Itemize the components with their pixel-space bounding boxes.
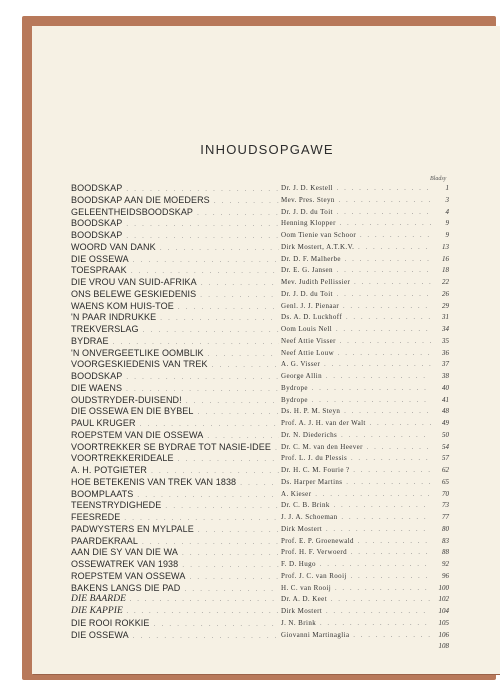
entry-author: H. C. van Rooij . . . xyxy=(281,583,431,595)
entry-title: DIE BAARDE . . . xyxy=(71,594,279,606)
entry-author: Prof. A. J. H. van der Walt . . . xyxy=(281,418,431,430)
entry-author: Ds. H. P. M. Steyn . . . xyxy=(281,406,431,418)
entry-author: Oom Tienie van Schoor . . . xyxy=(281,230,431,242)
contents-row xyxy=(71,418,449,430)
page-column-label: Bladsy xyxy=(430,176,447,182)
entry-title: DIE ROOI ROKKIE . . . xyxy=(71,618,279,630)
entry-page-number: 80 xyxy=(442,524,449,533)
entry-title: BOOMPLAATS . . . xyxy=(71,489,279,501)
entry-author: Prof. L. J. du Plessis . . . xyxy=(281,453,431,465)
entry-title: ROEPSTEM VAN DIE OSSEWA . . . xyxy=(71,430,279,442)
entry-page-number: 100 xyxy=(438,583,449,592)
entry-author: J. J. A. Schoeman . . . xyxy=(281,512,431,524)
contents-row xyxy=(71,453,449,465)
contents-row xyxy=(71,359,449,371)
entry-page-number: 83 xyxy=(442,536,449,545)
entry-title: BAKENS LANGS DIE PAD . . . xyxy=(71,583,279,595)
entry-title: WAENS KOM HUIS-TOE . . . xyxy=(71,301,279,313)
entry-author: Dr. A. D. Keet . . . xyxy=(281,594,431,606)
entry-page-number: 9 xyxy=(445,219,449,228)
entry-author: F. D. Hugo . . . xyxy=(281,559,431,571)
entry-page-number: 70 xyxy=(442,489,449,498)
entry-author: Dirk Mostert . . . xyxy=(281,524,431,536)
entry-page-number: 38 xyxy=(442,372,449,380)
entry-page-number: 31 xyxy=(442,313,449,322)
entry-page-number: 34 xyxy=(442,325,449,333)
contents-row xyxy=(71,301,449,313)
contents-row xyxy=(71,265,449,277)
entry-page-number: 62 xyxy=(442,466,449,474)
contents-row xyxy=(71,524,449,536)
contents-row xyxy=(71,618,449,630)
contents-row xyxy=(71,583,449,595)
entry-title: FEESREDE . . . xyxy=(71,512,279,524)
entry-page-number: 88 xyxy=(442,548,449,557)
contents-row xyxy=(71,571,449,583)
entry-title: PADWYSTERS EN MYLPALE . . . xyxy=(71,524,279,536)
entry-title: BOODSKAP . . . xyxy=(71,230,279,242)
entry-page-number: 92 xyxy=(442,560,449,568)
entry-author: Giovanni Martinaglia . . . xyxy=(281,630,431,642)
entry-author: Ds. A. D. Luckhoff . . . xyxy=(281,312,431,324)
contents-row xyxy=(71,207,449,219)
entry-author: Dirk Mostert, A.T.K.V. . . . xyxy=(281,242,431,254)
page-title: INHOUDSOPGAWE xyxy=(200,142,334,157)
entry-author: Bydrope . . . xyxy=(281,383,431,395)
entry-page-number: 18 xyxy=(442,266,449,275)
contents-row xyxy=(71,512,449,524)
contents-row xyxy=(71,183,449,195)
contents-row xyxy=(71,312,449,324)
contents-row xyxy=(71,324,449,336)
contents-row xyxy=(71,230,449,242)
entry-page-number: 106 xyxy=(438,630,449,639)
entry-page-number: 48 xyxy=(442,407,449,416)
entry-page-number: 102 xyxy=(438,595,449,604)
contents-row xyxy=(71,371,449,383)
entry-author: Dr. C. M. van den Heever . . . xyxy=(281,442,431,454)
contents-row xyxy=(71,594,449,606)
entry-author: Dr. D. F. Malherbe . . . xyxy=(281,254,431,266)
entry-title: GELEENTHEIDSBOODSKAP . . . xyxy=(71,207,279,219)
entry-page-number: 3 xyxy=(445,195,449,204)
entry-title: BOODSKAP AAN DIE MOEDERS . . . xyxy=(71,195,279,207)
entry-page-number: 29 xyxy=(442,301,449,310)
entry-page-number: 57 xyxy=(442,454,449,463)
contents-row xyxy=(71,547,449,559)
entry-page-number: 22 xyxy=(442,278,449,286)
contents-row xyxy=(71,559,449,571)
entry-author: Bydrope . . . xyxy=(281,395,431,407)
entry-author: J. N. Brink . . . xyxy=(281,618,431,630)
entry-page-number: 4 xyxy=(445,207,449,216)
entry-title: BOODSKAP . . . xyxy=(71,371,279,383)
entry-page-number: 96 xyxy=(442,571,449,580)
contents-row xyxy=(71,630,449,642)
entry-author: Dr. J. D. Kestell . . . xyxy=(281,183,431,195)
entry-author: Dirk Mostert . . . xyxy=(281,606,431,618)
entry-title: 'N PAAR INDRUKKE . . . xyxy=(71,312,279,324)
entry-author: Neef Attie Louw . . . xyxy=(281,348,431,360)
entry-page-number: 104 xyxy=(438,607,449,615)
contents-row xyxy=(71,348,449,360)
entry-title: WOORD VAN DANK . . . xyxy=(71,242,279,254)
entry-title: DIE OSSEWA EN DIE BYBEL . . . xyxy=(71,406,279,418)
entry-page-number: 40 xyxy=(442,383,449,392)
entry-title: PAARDEKRAAL . . . xyxy=(71,536,279,548)
entry-title: VOORGESKIEDENIS VAN TREK . . . xyxy=(71,359,279,371)
book-cover-board xyxy=(22,16,496,680)
entry-author: Dr. N. Diederichs . . . xyxy=(281,430,431,442)
entry-title: BOODSKAP . . . xyxy=(71,183,279,195)
entry-title: DIE OSSEWA . . . xyxy=(71,254,279,266)
entry-page-number: 105 xyxy=(438,618,449,627)
entry-page-number: 9 xyxy=(445,231,449,239)
entry-page-number: 54 xyxy=(442,442,449,451)
contents-row xyxy=(71,277,449,289)
entry-title: DIE KAPPIE . . . xyxy=(71,606,279,618)
contents-row xyxy=(71,606,449,618)
entry-author: A. G. Visser . . . xyxy=(281,359,431,371)
contents-row xyxy=(71,465,449,477)
entry-page-number: 35 xyxy=(442,336,449,345)
contents-row xyxy=(71,336,449,348)
entry-author: George Allin . . . xyxy=(281,371,431,383)
contents-row xyxy=(71,395,449,407)
entry-page-number: 26 xyxy=(442,289,449,298)
entry-page-number: 16 xyxy=(442,254,449,263)
entry-author: Dr. H. C. M. Fourie ? . . . xyxy=(281,465,431,477)
entry-author: Mev. Judith Pellissier . . . xyxy=(281,277,431,289)
contents-row xyxy=(71,489,449,501)
entry-page-number: 37 xyxy=(442,360,449,369)
entry-page-number: 36 xyxy=(442,348,449,357)
entry-page-number: 65 xyxy=(442,477,449,486)
contents-row xyxy=(71,477,449,489)
entry-author: Dr. J. D. du Toit . . . xyxy=(281,207,431,219)
entry-title: TREKVERSLAG . . . xyxy=(71,324,279,336)
entry-author: Genl. J. J. Pienaar . . . xyxy=(281,301,431,313)
entry-page-number: 73 xyxy=(442,501,449,510)
entry-author: Dr. E. G. Jansen . . . xyxy=(281,265,431,277)
entry-title: PAUL KRUGER . . . xyxy=(71,418,279,430)
entry-title: DIE WAENS . . . xyxy=(71,383,279,395)
contents-row xyxy=(71,254,449,266)
contents-list xyxy=(71,183,449,653)
entry-author: Ds. Harper Martins . . . xyxy=(281,477,431,489)
entry-title: BOODSKAP . . . xyxy=(71,218,279,230)
contents-row xyxy=(71,218,449,230)
entry-author: Prof. J. C. van Rooij . . . xyxy=(281,571,431,583)
entry-title: ONS BELEWE GESKIEDENIS . . . xyxy=(71,289,279,301)
entry-page-number: 1 xyxy=(445,184,449,192)
contents-row xyxy=(71,442,449,454)
entry-author: Dr. J. D. du Toit . . . xyxy=(281,289,431,301)
entry-title: AAN DIE SY VAN DIE WA . . . xyxy=(71,547,279,559)
entry-page-number: 13 xyxy=(442,242,449,251)
book-page xyxy=(32,26,500,674)
entry-title: TEENSTRYDIGHEDE . . . xyxy=(71,500,279,512)
entry-author: Prof. E. P. Groenewald . . . xyxy=(281,536,431,548)
entry-title: A. H. POTGIETER . . . xyxy=(71,465,279,477)
entry-page-number: 108 xyxy=(438,642,449,651)
entry-title: HOE BETEKENIS VAN TREK VAN 1838 . . . xyxy=(71,477,279,489)
entry-title: OSSEWATREK VAN 1938 . . . xyxy=(71,559,279,571)
entry-author: Mev. Pres. Steyn . . . xyxy=(281,195,431,207)
entry-page-number: 41 xyxy=(442,395,449,404)
contents-row xyxy=(71,536,449,548)
entry-page-number: 77 xyxy=(442,513,449,521)
entry-title: OUDSTRYDER-DUISEND! . . . xyxy=(71,395,279,407)
entry-title: VOORTREKKERIDEALE . . . xyxy=(71,453,279,465)
entry-page-number: 50 xyxy=(442,430,449,439)
entry-page-number: 49 xyxy=(442,419,449,427)
contents-row xyxy=(71,500,449,512)
contents-row xyxy=(71,383,449,395)
contents-row xyxy=(71,242,449,254)
entry-title: ROEPSTEM VAN OSSEWA . . . xyxy=(71,571,279,583)
entry-author: Henning Klopper . . . xyxy=(281,218,431,230)
entry-author: Dr. C. B. Brink . . . xyxy=(281,500,431,512)
entry-author: Neef Attie Visser . . . xyxy=(281,336,431,348)
entry-author: Prof. H. F. Verwoerd . . . xyxy=(281,547,431,559)
contents-row xyxy=(71,430,449,442)
entry-title: 'N ONVERGEETLIKE OOMBLIK . . . xyxy=(71,348,279,360)
entry-author: A. Kieser . . . xyxy=(281,489,431,501)
entry-title: DIE VROU VAN SUID-AFRIKA . . . xyxy=(71,277,279,289)
entry-title: TOESPRAAK . . . xyxy=(71,265,279,277)
contents-row-extra xyxy=(71,641,449,653)
entry-author: Oom Louis Nell . . . xyxy=(281,324,431,336)
entry-title: BYDRAE . . . xyxy=(71,336,279,348)
contents-row xyxy=(71,289,449,301)
contents-row xyxy=(71,195,449,207)
contents-row xyxy=(71,406,449,418)
entry-title: DIE OSSEWA . . . xyxy=(71,630,279,642)
entry-title: VOORTREKKER SE BYDRAE TOT NASIE-IDEE . . . xyxy=(71,442,279,454)
